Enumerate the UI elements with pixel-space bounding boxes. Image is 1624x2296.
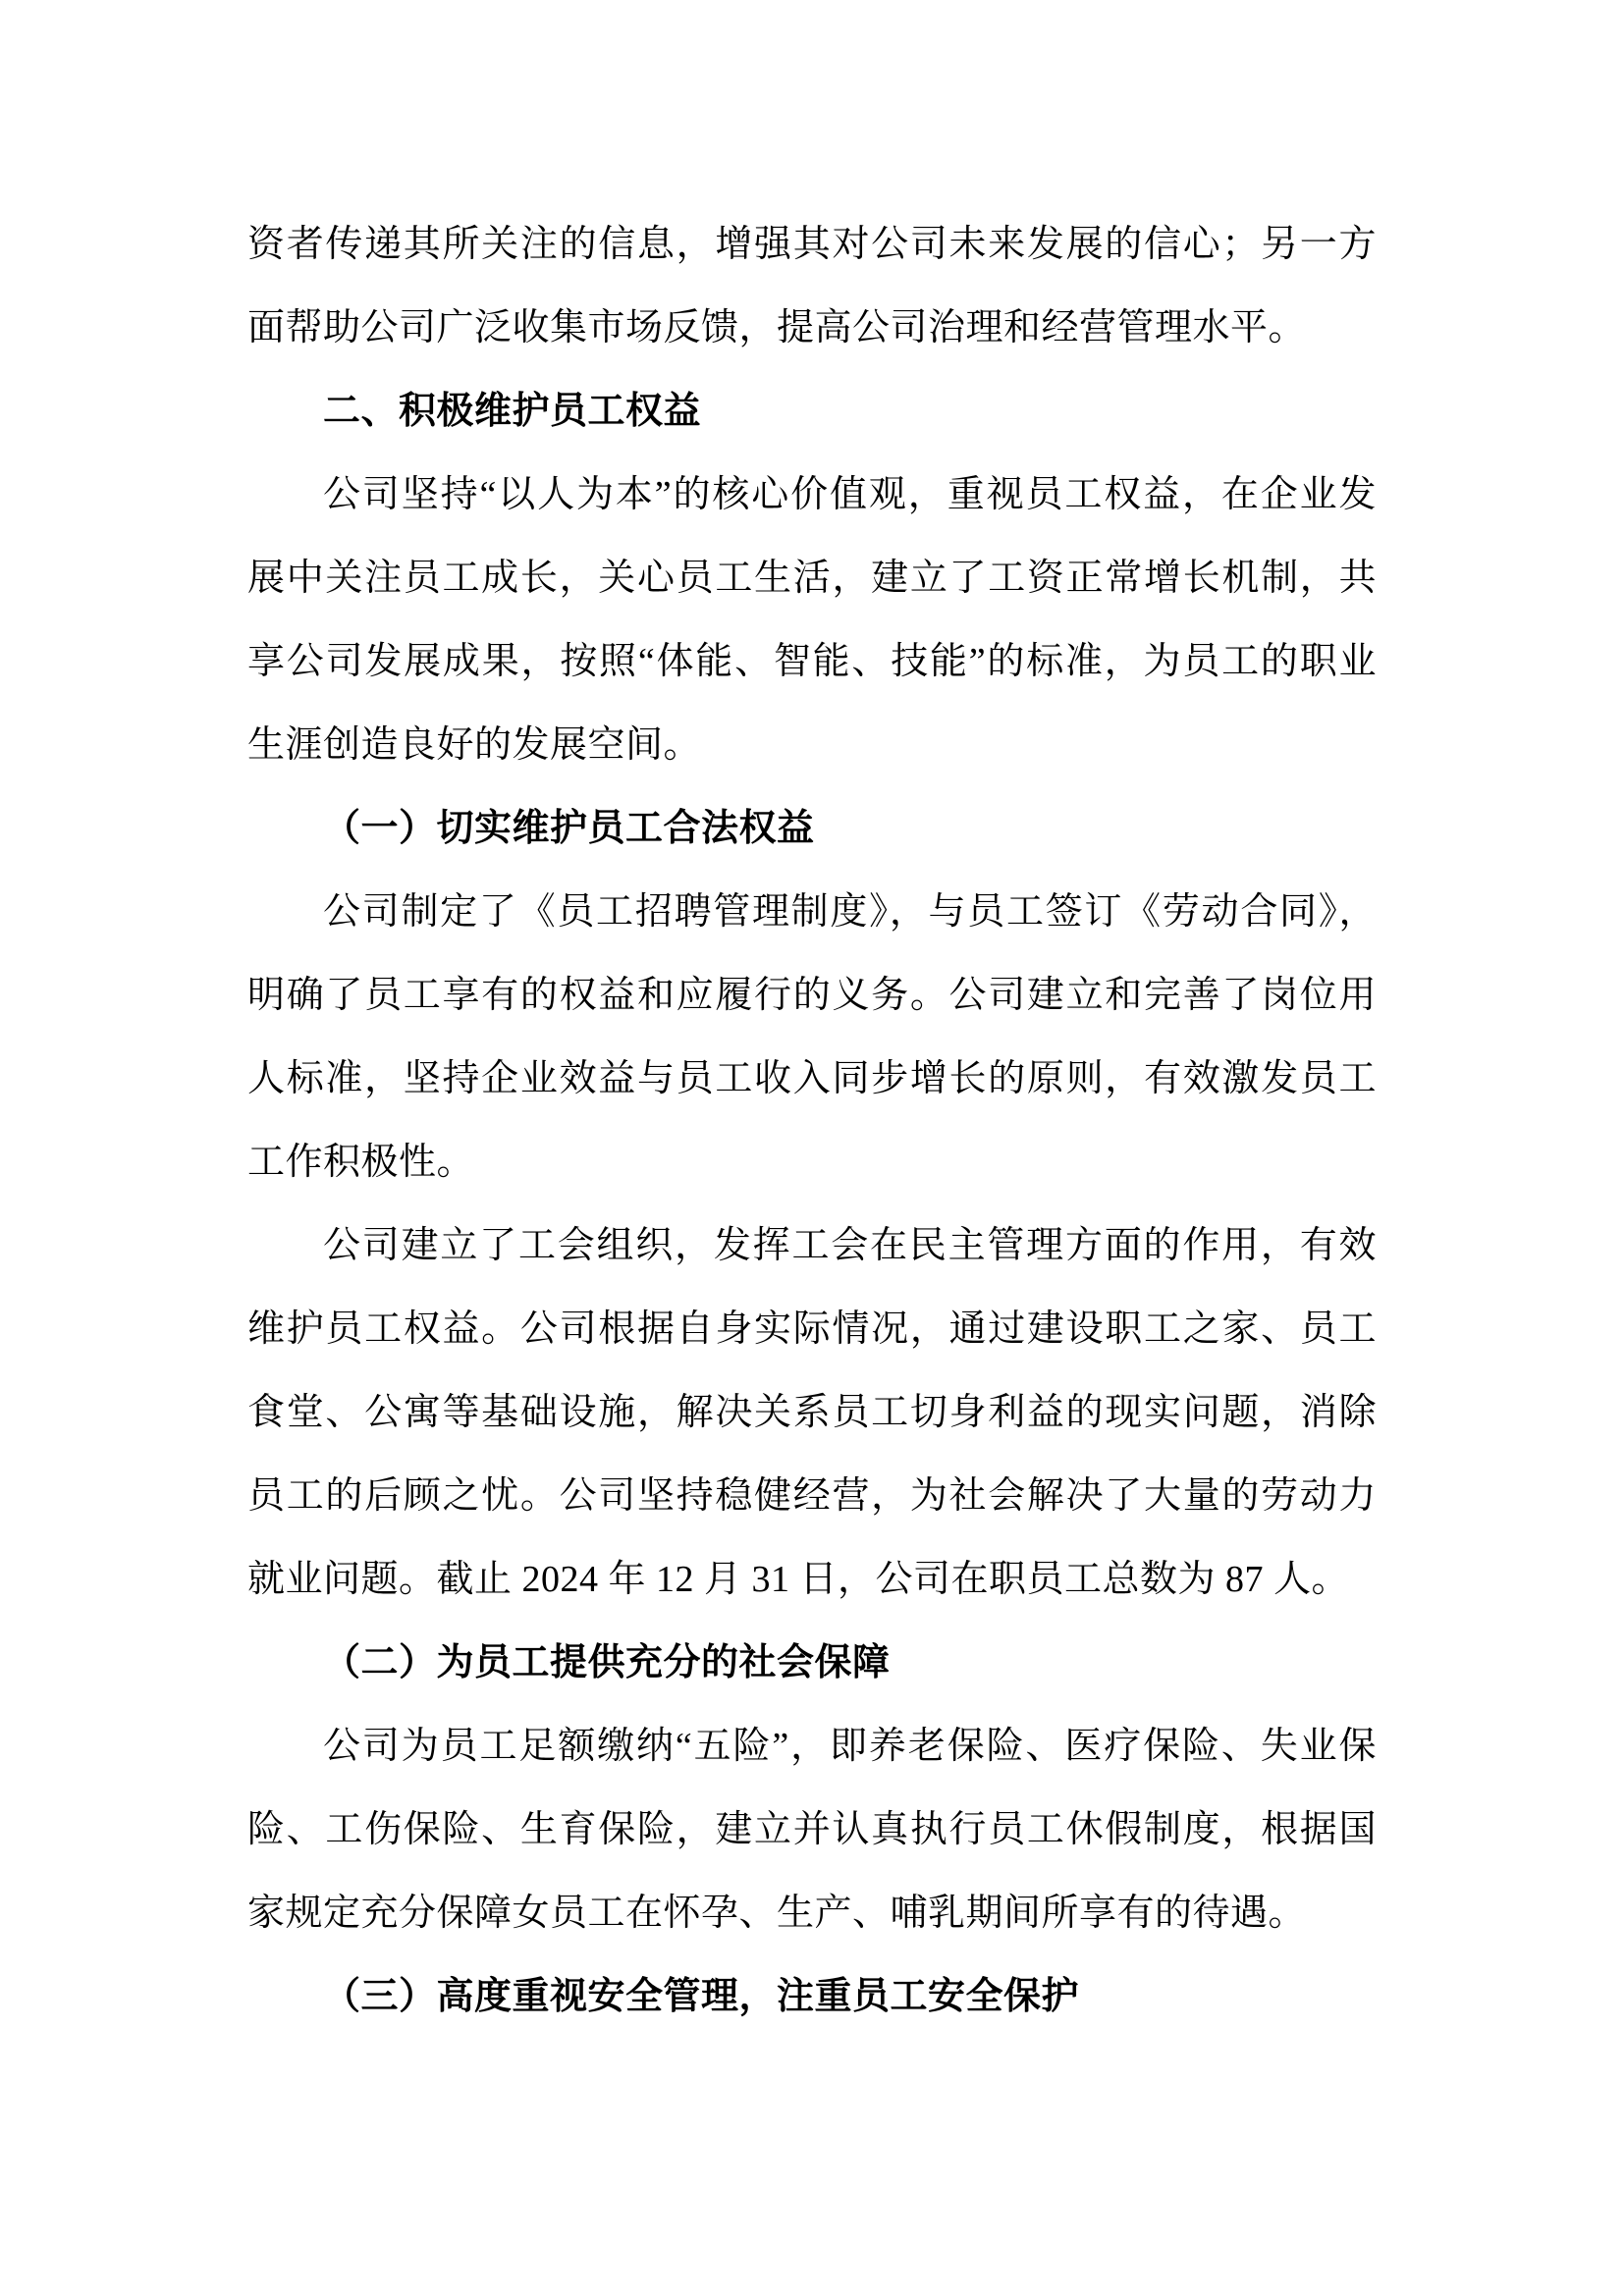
subsection-heading-2: （二）为员工提供充分的社会保障 (323, 1642, 891, 1683)
paragraph-continuation: 资者传递其所关注的信息，增强其对公司未来发展的信心；另一方面帮助公司广泛收集市场反馈，提高公司治理和经营管理水平。 (247, 224, 1377, 348)
paragraph: 公司建立了工会组织，发挥工会在民主管理方面的作用，有效维护员工权益。公司根据自身实际情况，通过建设职工之家、员工食堂、公寓等基础设施，解决关系员工切身利益的现实问题，消除员工的后顾之忧。公司坚持稳健经营，为社会解决了大量的劳动力就业问题。截止 2024 年 12 月 31 日，公司在职员工总数为 87 人。 (247, 1225, 1377, 1600)
paragraph: 公司坚持“以人为本”的核心价值观，重视员工权益，在企业发展中关注员工成长，关心员工生活，建立了工资正常增长机制，共享公司发展成果，按照“体能、智能、技能”的标准，为员工的职业生涯创造良好的发展空间。 (247, 474, 1377, 766)
paragraph: 公司为员工足额缴纳“五险”，即养老保险、医疗保险、失业保险、工伤保险、生育保险，建立并认真执行员工休假制度，根据国家规定充分保障女员工在怀孕、生产、哺乳期间所享有的待遇。 (247, 1726, 1377, 1934)
paragraph: 公司制定了《员工招聘管理制度》，与员工签订《劳动合同》，明确了员工享有的权益和应履行的义务。公司建立和完善了岗位用人标准，坚持企业效益与员工收入同步增长的原则，有效激发员工工作积极性。 (247, 891, 1377, 1183)
subsection-heading-1: （一）切实维护员工合法权益 (323, 808, 815, 849)
subsection-heading-3: （三）高度重视安全管理，注重员工安全保护 (323, 1976, 1080, 2017)
section-heading-employee-rights: 二、积极维护员工权益 (323, 391, 702, 432)
